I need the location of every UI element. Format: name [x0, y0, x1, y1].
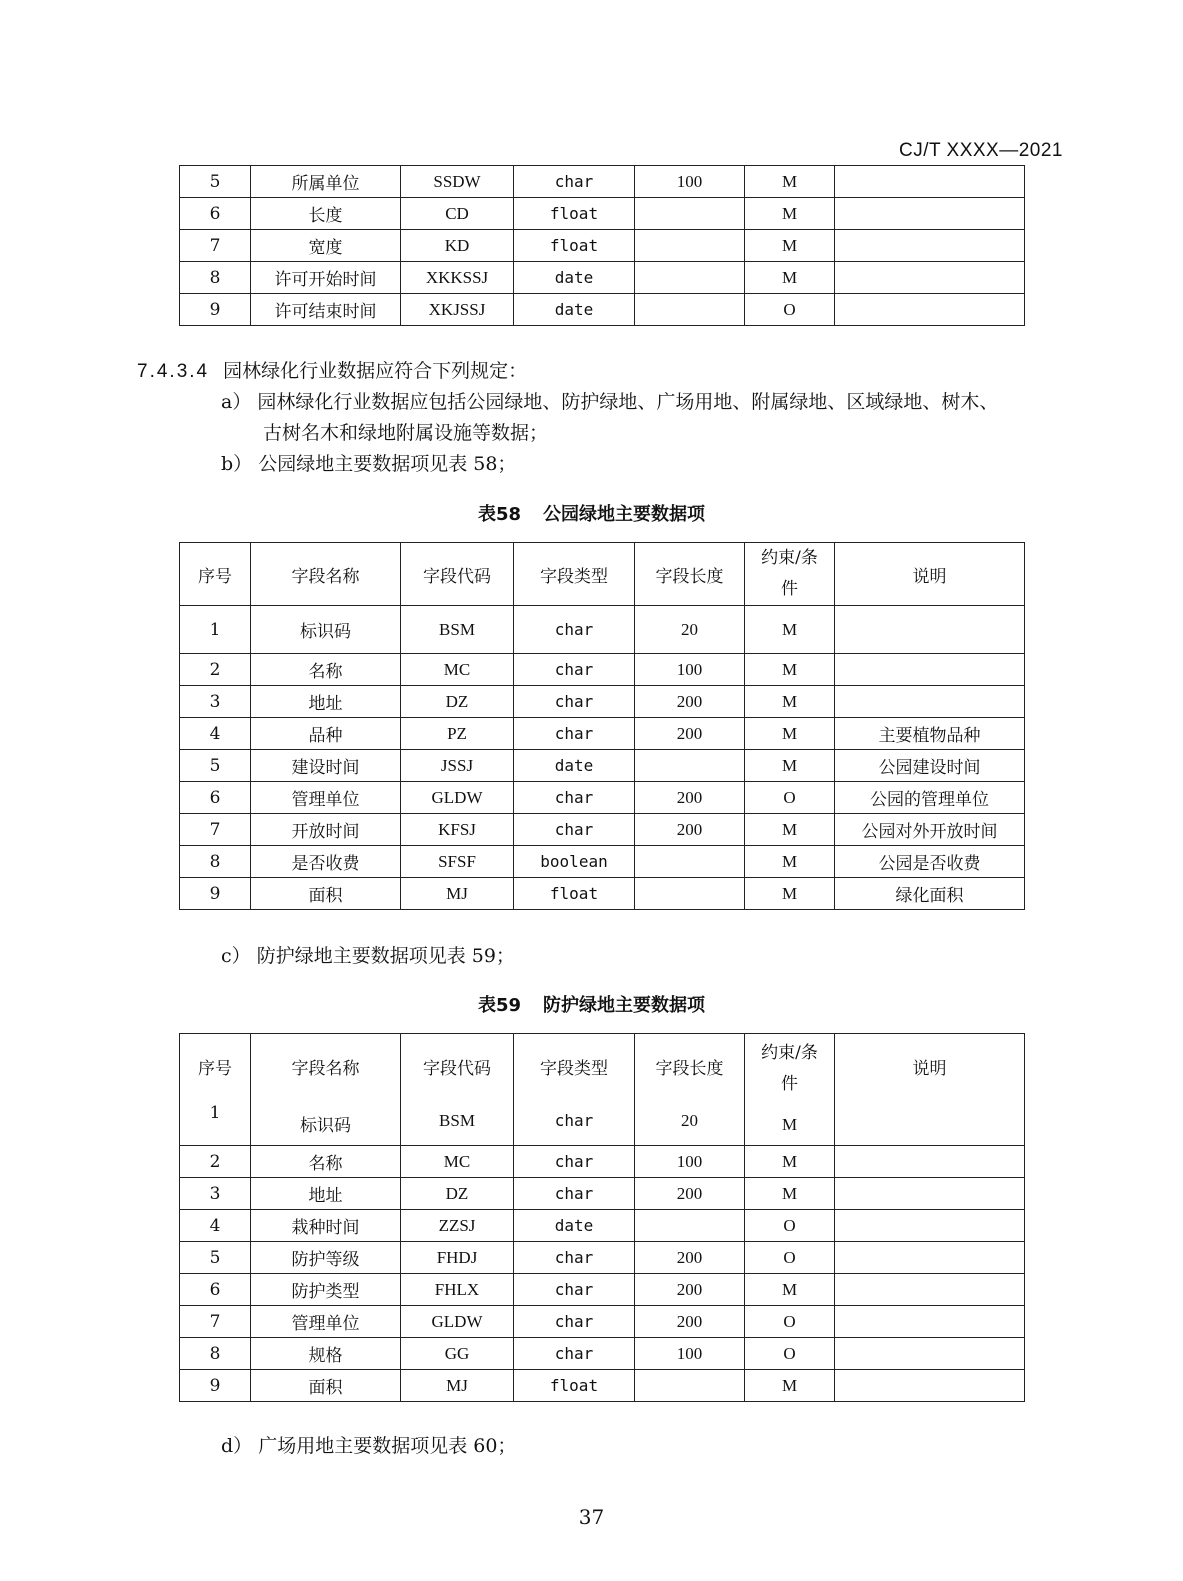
- table-cell: [635, 1370, 745, 1402]
- table-cell: 7: [180, 230, 251, 262]
- table-cell: 面积: [251, 878, 401, 910]
- first-row-value: 20: [681, 1111, 698, 1130]
- table-cell: M: [745, 686, 835, 718]
- table-row: [180, 606, 1025, 654]
- table-cell: 管理单位: [251, 782, 401, 814]
- first-row-value: 标识码: [300, 1116, 351, 1136]
- table-cell: 200: [635, 1242, 745, 1274]
- table-cell: 200: [635, 782, 745, 814]
- table-cell: JSSJ: [401, 750, 514, 782]
- table-previous-continued: [179, 165, 1025, 326]
- page-number: 37: [578, 1505, 605, 1529]
- table-cell: 管理单位: [251, 1306, 401, 1338]
- table-cell: 200: [635, 814, 745, 846]
- header-line: 件: [781, 579, 798, 599]
- caption-number: 表58: [477, 504, 522, 525]
- table-cell: [835, 654, 1025, 686]
- clause-title: 园林绿化行业数据应符合下列规定：: [223, 360, 528, 382]
- header-line: 字段名称: [291, 1059, 360, 1079]
- clause-heading: [137, 356, 527, 387]
- header-cell: [514, 1034, 635, 1146]
- table-cell: 栽种时间: [251, 1210, 401, 1242]
- table-cell: 名称: [251, 654, 401, 686]
- table-cell: [835, 1306, 1025, 1338]
- table-cell: [835, 230, 1025, 262]
- table-cell: M: [745, 654, 835, 686]
- header-cell: 序号: [180, 543, 251, 606]
- table-cell: M: [745, 230, 835, 262]
- table-cell: DZ: [401, 1178, 514, 1210]
- table-row: [180, 1178, 1025, 1210]
- table-cell: 规格: [251, 1338, 401, 1370]
- table-cell: [835, 1242, 1025, 1274]
- header-cell: [745, 1034, 835, 1146]
- table-cell: [635, 878, 745, 910]
- table-cell: M: [745, 750, 835, 782]
- table-cell: 9: [180, 1370, 251, 1402]
- table-cell: [835, 294, 1025, 326]
- header-line: 件: [781, 1074, 798, 1094]
- table-cell: 6: [180, 782, 251, 814]
- header-line: 字段代码: [423, 1059, 491, 1079]
- table-cell: SSDW: [401, 166, 514, 198]
- table-cell: char: [514, 1306, 635, 1338]
- header-cell: 字段名称: [251, 543, 401, 606]
- table-cell: M: [745, 606, 835, 654]
- table-cell: KFSJ: [401, 814, 514, 846]
- table-cell: [635, 1210, 745, 1242]
- table-cell: 8: [180, 846, 251, 878]
- table-cell: [835, 262, 1025, 294]
- table-row: [180, 718, 1025, 750]
- table-cell: char: [514, 814, 635, 846]
- table-cell: O: [745, 1242, 835, 1274]
- list-item-b: [221, 449, 516, 480]
- table-cell: XKKSSJ: [401, 262, 514, 294]
- header-cell: [180, 1034, 251, 1146]
- table-cell: [835, 1146, 1025, 1178]
- header-cell: [401, 1034, 514, 1146]
- header-cell: 说明: [835, 543, 1025, 606]
- table-cell: 所属单位: [251, 166, 401, 198]
- table-cell: MC: [401, 654, 514, 686]
- table-cell: float: [514, 198, 635, 230]
- table-cell: 公园建设时间: [835, 750, 1025, 782]
- table-row: [180, 878, 1025, 910]
- table-row: [180, 166, 1025, 198]
- table-row: [180, 1306, 1025, 1338]
- table-cell: float: [514, 878, 635, 910]
- table-row: [180, 654, 1025, 686]
- table-cell: [835, 606, 1025, 654]
- table-cell: [635, 262, 745, 294]
- table-cell: 200: [635, 1306, 745, 1338]
- table-cell: FHDJ: [401, 1242, 514, 1274]
- table-cell: 5: [180, 1242, 251, 1274]
- table-cell: 品种: [251, 718, 401, 750]
- table-cell: 9: [180, 878, 251, 910]
- table-cell: 公园对外开放时间: [835, 814, 1025, 846]
- table-cell: date: [514, 262, 635, 294]
- header-cell: [835, 1034, 1025, 1146]
- table-cell: 公园是否收费: [835, 846, 1025, 878]
- table-cell: 防护类型: [251, 1274, 401, 1306]
- list-item-c: [221, 941, 515, 972]
- table59: [179, 1033, 1025, 1402]
- table-cell: char: [514, 1274, 635, 1306]
- table-cell: M: [745, 1178, 835, 1210]
- table-cell: M: [745, 166, 835, 198]
- table-cell: O: [745, 1210, 835, 1242]
- list-item-a-continued: [263, 418, 548, 449]
- table58: [179, 542, 1025, 910]
- table-cell: [635, 750, 745, 782]
- caption-number: 表59: [477, 995, 522, 1016]
- header-line: 约束/条: [761, 548, 818, 568]
- table-cell: 绿化面积: [835, 878, 1025, 910]
- table-cell: date: [514, 1210, 635, 1242]
- table-row: [180, 846, 1025, 878]
- table-cell: 许可开始时间: [251, 262, 401, 294]
- table-cell: M: [745, 1146, 835, 1178]
- table-cell: 建设时间: [251, 750, 401, 782]
- item-text: 广场用地主要数据项见表 60；: [258, 1435, 517, 1457]
- table-cell: float: [514, 1370, 635, 1402]
- table-cell: 2: [180, 1146, 251, 1178]
- table-cell: M: [745, 878, 835, 910]
- table-cell: 主要植物品种: [835, 718, 1025, 750]
- table-cell: 100: [635, 1338, 745, 1370]
- table-cell: CD: [401, 198, 514, 230]
- table-cell: char: [514, 718, 635, 750]
- table-cell: 9: [180, 294, 251, 326]
- table-cell: char: [514, 782, 635, 814]
- table-cell: [835, 198, 1025, 230]
- table-cell: 名称: [251, 1146, 401, 1178]
- table-cell: char: [514, 686, 635, 718]
- table-cell: char: [514, 1146, 635, 1178]
- table-cell: 100: [635, 654, 745, 686]
- table-cell: DZ: [401, 686, 514, 718]
- table-cell: 7: [180, 1306, 251, 1338]
- table-cell: [635, 294, 745, 326]
- table-row: [180, 1146, 1025, 1178]
- table58-caption: [0, 500, 1183, 526]
- item-text: 古树名木和绿地附属设施等数据；: [263, 422, 549, 444]
- table-cell: [635, 846, 745, 878]
- table-cell: 5: [180, 750, 251, 782]
- first-row-value: BSM: [439, 1111, 475, 1130]
- header-cell: [745, 543, 835, 606]
- table-cell: [835, 686, 1025, 718]
- item-label: b）: [221, 453, 253, 475]
- table-row: [180, 1274, 1025, 1306]
- list-item-a: [221, 387, 998, 418]
- table-cell: 8: [180, 1338, 251, 1370]
- first-row-value: 1: [209, 1103, 221, 1123]
- table-cell: 4: [180, 1210, 251, 1242]
- table59-caption: [0, 991, 1183, 1017]
- table-cell: date: [514, 294, 635, 326]
- header-cell: [635, 1034, 745, 1146]
- table-cell: M: [745, 1274, 835, 1306]
- table-header-row: [180, 1034, 1025, 1146]
- table-cell: KD: [401, 230, 514, 262]
- table-row: [180, 198, 1025, 230]
- table-cell: 许可结束时间: [251, 294, 401, 326]
- table-cell: [835, 1370, 1025, 1402]
- table-cell: 地址: [251, 1178, 401, 1210]
- item-label: c）: [221, 945, 251, 967]
- table-cell: M: [745, 814, 835, 846]
- table-cell: 3: [180, 686, 251, 718]
- table-cell: char: [514, 606, 635, 654]
- table-cell: BSM: [401, 606, 514, 654]
- table-cell: 防护等级: [251, 1242, 401, 1274]
- item-text: 防护绿地主要数据项见表 59；: [256, 945, 515, 967]
- table-cell: O: [745, 1306, 835, 1338]
- table-cell: char: [514, 654, 635, 686]
- table-cell: 地址: [251, 686, 401, 718]
- table-row: [180, 1370, 1025, 1402]
- clause-number: 7.4.3.4: [137, 361, 210, 382]
- table-cell: MC: [401, 1146, 514, 1178]
- table-row: [180, 750, 1025, 782]
- table-row: [180, 294, 1025, 326]
- table-cell: [835, 166, 1025, 198]
- table-cell: [635, 230, 745, 262]
- table-cell: 开放时间: [251, 814, 401, 846]
- table-cell: ZZSJ: [401, 1210, 514, 1242]
- table-cell: char: [514, 1242, 635, 1274]
- table-row: [180, 1338, 1025, 1370]
- table-header-row: [180, 543, 1025, 606]
- table-cell: MJ: [401, 878, 514, 910]
- table-cell: 200: [635, 1178, 745, 1210]
- header-line: 字段长度: [655, 1059, 724, 1079]
- table-cell: 7: [180, 814, 251, 846]
- table-cell: boolean: [514, 846, 635, 878]
- table-cell: 100: [635, 166, 745, 198]
- table-cell: [635, 198, 745, 230]
- table-cell: char: [514, 1338, 635, 1370]
- table-cell: 6: [180, 198, 251, 230]
- table-cell: M: [745, 262, 835, 294]
- table-cell: char: [514, 1178, 635, 1210]
- table-cell: GLDW: [401, 782, 514, 814]
- table-cell: float: [514, 230, 635, 262]
- table-cell: 长度: [251, 198, 401, 230]
- first-row-value: char: [554, 1111, 594, 1130]
- table-cell: 100: [635, 1146, 745, 1178]
- table-cell: O: [745, 1338, 835, 1370]
- table-cell: 200: [635, 686, 745, 718]
- table-cell: 20: [635, 606, 745, 654]
- table-row: [180, 686, 1025, 718]
- item-label: d）: [221, 1435, 253, 1457]
- header-line: 序号: [198, 1059, 232, 1079]
- header-cell: [251, 1034, 401, 1146]
- document-code: CJ/T XXXX—2021: [898, 140, 1063, 161]
- table-cell: [835, 1338, 1025, 1370]
- table-cell: M: [745, 718, 835, 750]
- table-cell: MJ: [401, 1370, 514, 1402]
- table-cell: 宽度: [251, 230, 401, 262]
- table-row: [180, 782, 1025, 814]
- table-cell: FHLX: [401, 1274, 514, 1306]
- table-cell: M: [745, 198, 835, 230]
- table-cell: 1: [180, 606, 251, 654]
- table-cell: date: [514, 750, 635, 782]
- table-cell: 标识码: [251, 606, 401, 654]
- list-item-d: [221, 1431, 516, 1462]
- table-cell: M: [745, 846, 835, 878]
- table-cell: XKJSSJ: [401, 294, 514, 326]
- table-cell: char: [514, 166, 635, 198]
- header-cell: 字段类型: [514, 543, 635, 606]
- table-cell: 是否收费: [251, 846, 401, 878]
- table-cell: [835, 1274, 1025, 1306]
- caption-title: 公园绿地主要数据项: [543, 504, 706, 525]
- caption-title: 防护绿地主要数据项: [543, 995, 706, 1016]
- table-cell: 5: [180, 166, 251, 198]
- table-cell: 面积: [251, 1370, 401, 1402]
- table-row: [180, 1242, 1025, 1274]
- table-cell: GG: [401, 1338, 514, 1370]
- table-cell: 200: [635, 1274, 745, 1306]
- table-cell: 6: [180, 1274, 251, 1306]
- table-cell: [835, 1210, 1025, 1242]
- item-text: 园林绿化行业数据应包括公园绿地、防护绿地、广场用地、附属绿地、区域绿地、树木、: [257, 391, 999, 413]
- table-cell: 2: [180, 654, 251, 686]
- first-row-value: M: [781, 1115, 798, 1134]
- table-cell: O: [745, 294, 835, 326]
- table-cell: [835, 1178, 1025, 1210]
- table-cell: O: [745, 782, 835, 814]
- table-cell: 8: [180, 262, 251, 294]
- header-cell: 字段代码: [401, 543, 514, 606]
- item-label: a）: [221, 391, 252, 413]
- table-cell: M: [745, 1370, 835, 1402]
- table-row: [180, 814, 1025, 846]
- table-row: [180, 230, 1025, 262]
- header-line: 字段类型: [540, 1059, 608, 1079]
- table-cell: GLDW: [401, 1306, 514, 1338]
- table-cell: 3: [180, 1178, 251, 1210]
- header-line: 约束/条: [761, 1043, 818, 1063]
- table-row: [180, 262, 1025, 294]
- header-cell: 字段长度: [635, 543, 745, 606]
- item-text: 公园绿地主要数据项见表 58；: [258, 453, 517, 475]
- table-cell: 200: [635, 718, 745, 750]
- table-cell: 公园的管理单位: [835, 782, 1025, 814]
- table-cell: SFSF: [401, 846, 514, 878]
- table-cell: PZ: [401, 718, 514, 750]
- header-line: 说明: [912, 1059, 947, 1079]
- table-row: [180, 1210, 1025, 1242]
- table-cell: 4: [180, 718, 251, 750]
